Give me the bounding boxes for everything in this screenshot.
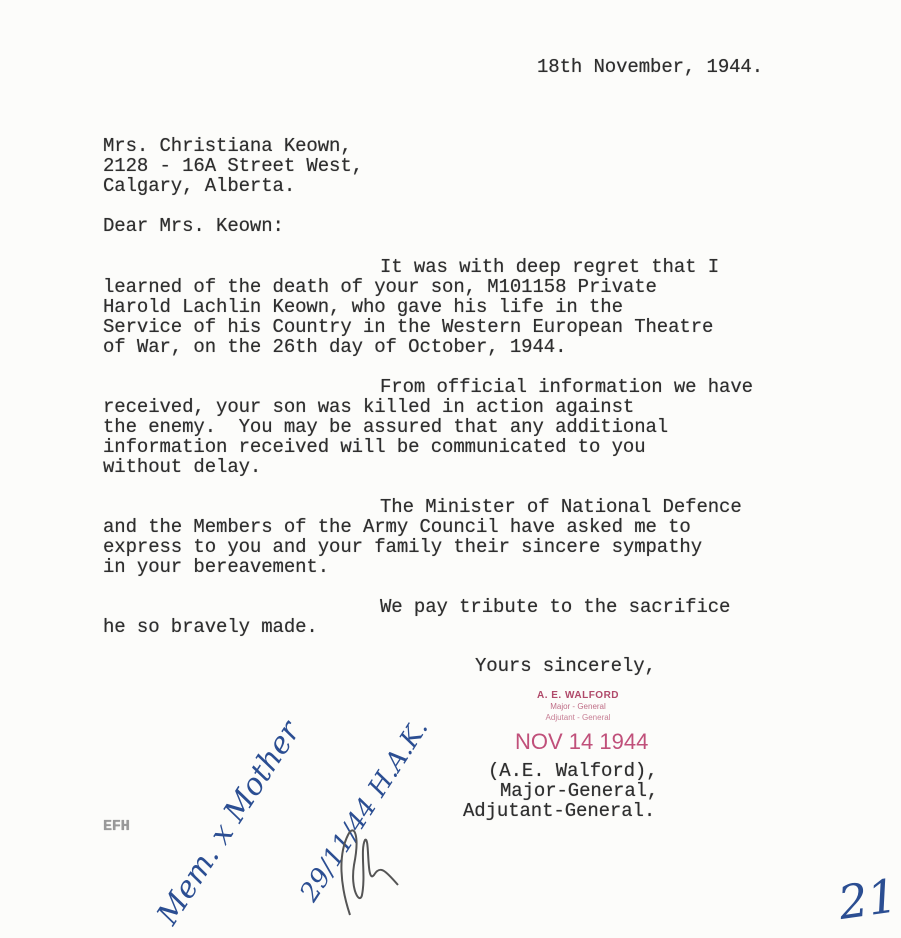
paragraph-line: We pay tribute to the sacrifice xyxy=(380,596,731,618)
paragraph-line: Harold Lachlin Keown, who gave his life in the xyxy=(103,296,623,318)
address-line: Mrs. Christiana Keown, xyxy=(103,135,352,157)
paragraph-line: learned of the death of your son, M101158 Private xyxy=(103,276,657,298)
paragraph-line: Service of his Country in the Western European Theatre xyxy=(103,316,714,338)
handwritten-note: Mem. x Mother xyxy=(150,715,308,932)
stamp-title: Adjutant - General xyxy=(545,713,611,722)
letter-date: 18th November, 1944. xyxy=(537,56,764,78)
typist-initials: EFH xyxy=(103,818,130,835)
paragraph-line: he so bravely made. xyxy=(103,616,318,638)
handwritten-initial-signature xyxy=(330,805,410,925)
paragraph-line: It was with deep regret that I xyxy=(380,256,720,278)
paragraph-line: without delay. xyxy=(103,456,262,478)
signature-name: (A.E. Walford), xyxy=(488,760,658,782)
paragraph-line: received, your son was killed in action against xyxy=(103,396,635,418)
handwritten-date: 29/11/44 H.A.K. xyxy=(294,714,435,908)
paragraph-line: The Minister of National Defence xyxy=(380,496,742,518)
paragraph-line: in your bereavement. xyxy=(103,556,330,578)
address-line: 2128 - 16A Street West, xyxy=(103,155,363,177)
signature-title: Adjutant-General. xyxy=(463,800,656,822)
paragraph-line: and the Members of the Army Council have asked me to xyxy=(103,516,691,538)
paragraph-line: of War, on the 26th day of October, 1944. xyxy=(103,336,567,358)
address-line: Calgary, Alberta. xyxy=(103,175,296,197)
paragraph-line: information received will be communicated to you xyxy=(103,436,646,458)
page-number: 21 xyxy=(835,868,901,930)
paragraph-line: the enemy. You may be assured that any additional xyxy=(103,416,669,438)
salutation: Dear Mrs. Keown: xyxy=(103,215,284,237)
closing: Yours sincerely, xyxy=(475,655,656,677)
stamp-name: A. E. WALFORD xyxy=(536,690,620,701)
paragraph-line: express to you and your family their sincere sympathy xyxy=(103,536,702,558)
stamp-rank: Major - General xyxy=(550,702,606,711)
name-stamp xyxy=(520,690,636,723)
signature-rank: Major-General, xyxy=(500,780,659,802)
date-stamp: NOV 14 1944 xyxy=(515,729,649,754)
paragraph-line: From official information we have xyxy=(380,376,753,398)
